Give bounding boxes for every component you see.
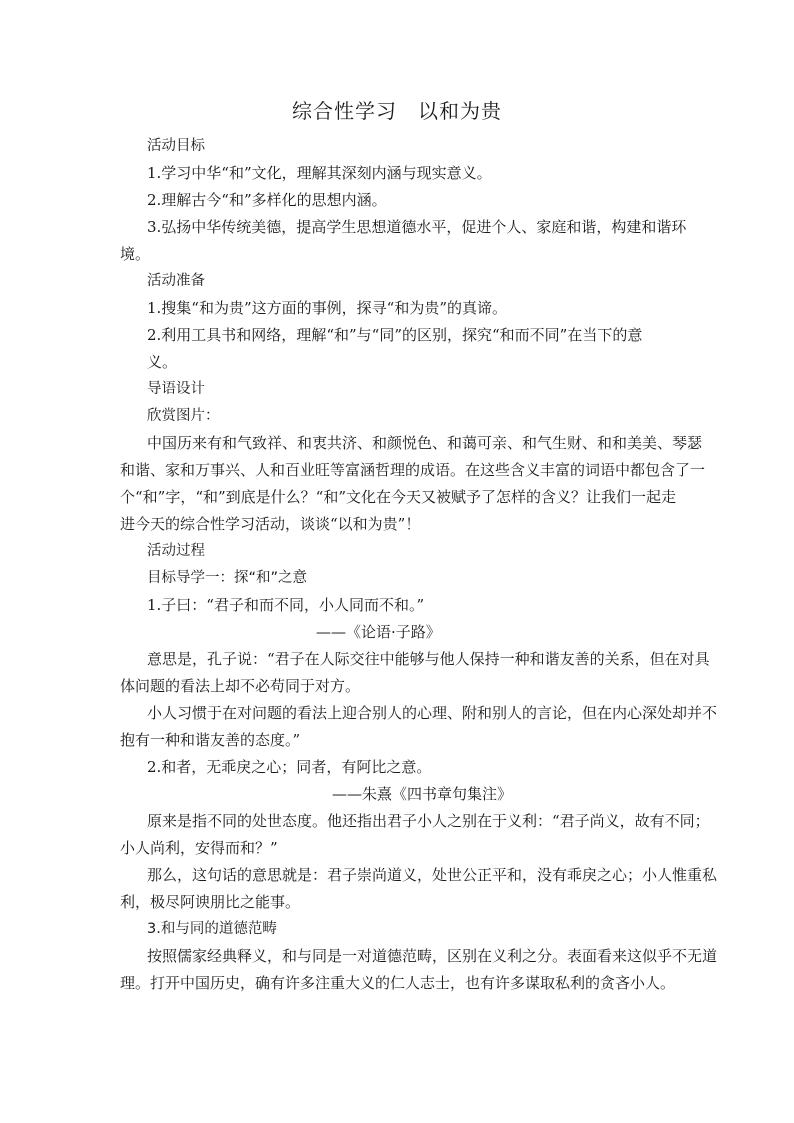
paragraph-line: 意思是，孔子说：“君子在人际交往中能够与他人保持一种和谐友善的关系，但在对具 — [147, 650, 710, 668]
paragraph-line: 义。 — [147, 353, 178, 371]
section-heading-goals: 活动目标 — [147, 138, 205, 154]
paragraph-line: 1.搜集“和为贵”这方面的事例，探寻“和为贵”的真谛。 — [147, 299, 507, 317]
quote-source: ——《论语·子路》 — [316, 623, 441, 641]
paragraph-line: 境。 — [120, 245, 151, 263]
paragraph-line: 利，极尽阿谀朋比之能事。 — [120, 893, 301, 911]
paragraph-line: 中国历来有和气致祥、和衷共济、和颜悦色、和蔼可亲、和气生财、和和美美、琴瑟 — [147, 434, 703, 452]
subheading-moral-category: 3.和与同的道德范畴 — [147, 921, 277, 937]
paragraph-line: 个“和”字，“和”到底是什么？“和”文化在今天又被赋予了怎样的含义？让我们一起走 — [120, 488, 677, 506]
quote-line: 1.子曰：“君子和而不同，小人同而不和。” — [147, 596, 425, 614]
section-heading-preparation: 活动准备 — [147, 273, 205, 289]
section-heading-process: 活动过程 — [147, 543, 205, 559]
paragraph-line: 理。打开中国历史，确有许多注重大义的仁人志士，也有许多谋取私利的贪吝小人。 — [120, 974, 676, 992]
page-title: 综合性学习 以和为贵 — [292, 99, 502, 123]
paragraph-line: 抱有一种和谐友善的态度。” — [120, 731, 301, 749]
paragraph-line: 小人尚利，安得而和？” — [120, 839, 278, 857]
paragraph-line: 体问题的看法上却不必苟同于对方。 — [120, 677, 361, 695]
quote-source: ——朱熹《四书章句集注》 — [332, 785, 513, 803]
subheading-goal-one: 目标导学一：探“和”之意 — [147, 570, 308, 586]
quote-line: 2.和者，无乖戾之心；同者，有阿比之意。 — [147, 758, 432, 776]
paragraph-line: 进今天的综合性学习活动，谈谈“以和为贵”！ — [120, 515, 421, 533]
paragraph-line: 2.利用工具书和网络，理解“和”与“同”的区别，探究“和而不同”在当下的意 — [147, 326, 643, 344]
paragraph-line: 原来是指不同的处世态度。他还指出君子小人之别在于义利：“君子尚义，故有不同； — [147, 812, 710, 830]
paragraph-line: 按照儒家经典释义，和与同是一对道德范畴，区别在义利之分。表面看来这似乎不无道 — [147, 947, 718, 965]
paragraph-line: 3.弘扬中华传统美德，提高学生思想道德水平，促进个人、家庭和谐，构建和谐环 — [147, 218, 687, 236]
paragraph-line: 那么，这句话的意思就是：君子崇尚道义，处世公正平和，没有乖戾之心；小人惟重私 — [147, 866, 718, 884]
section-heading-intro: 导语设计 — [147, 381, 205, 397]
subheading-images: 欣赏图片： — [147, 408, 220, 424]
paragraph-line: 小人习惯于在对问题的看法上迎合别人的心理、附和别人的言论，但在内心深处却并不 — [147, 704, 718, 722]
paragraph-line: 1.学习中华“和”文化，理解其深刻内涵与现实意义。 — [147, 164, 492, 182]
paragraph-line: 2.理解古今“和”多样化的思想内涵。 — [147, 191, 387, 209]
paragraph-line: 和谐、家和万事兴、人和百业旺等富涵哲理的成语。在这些含义丰富的词语中都包含了一 — [120, 461, 706, 479]
